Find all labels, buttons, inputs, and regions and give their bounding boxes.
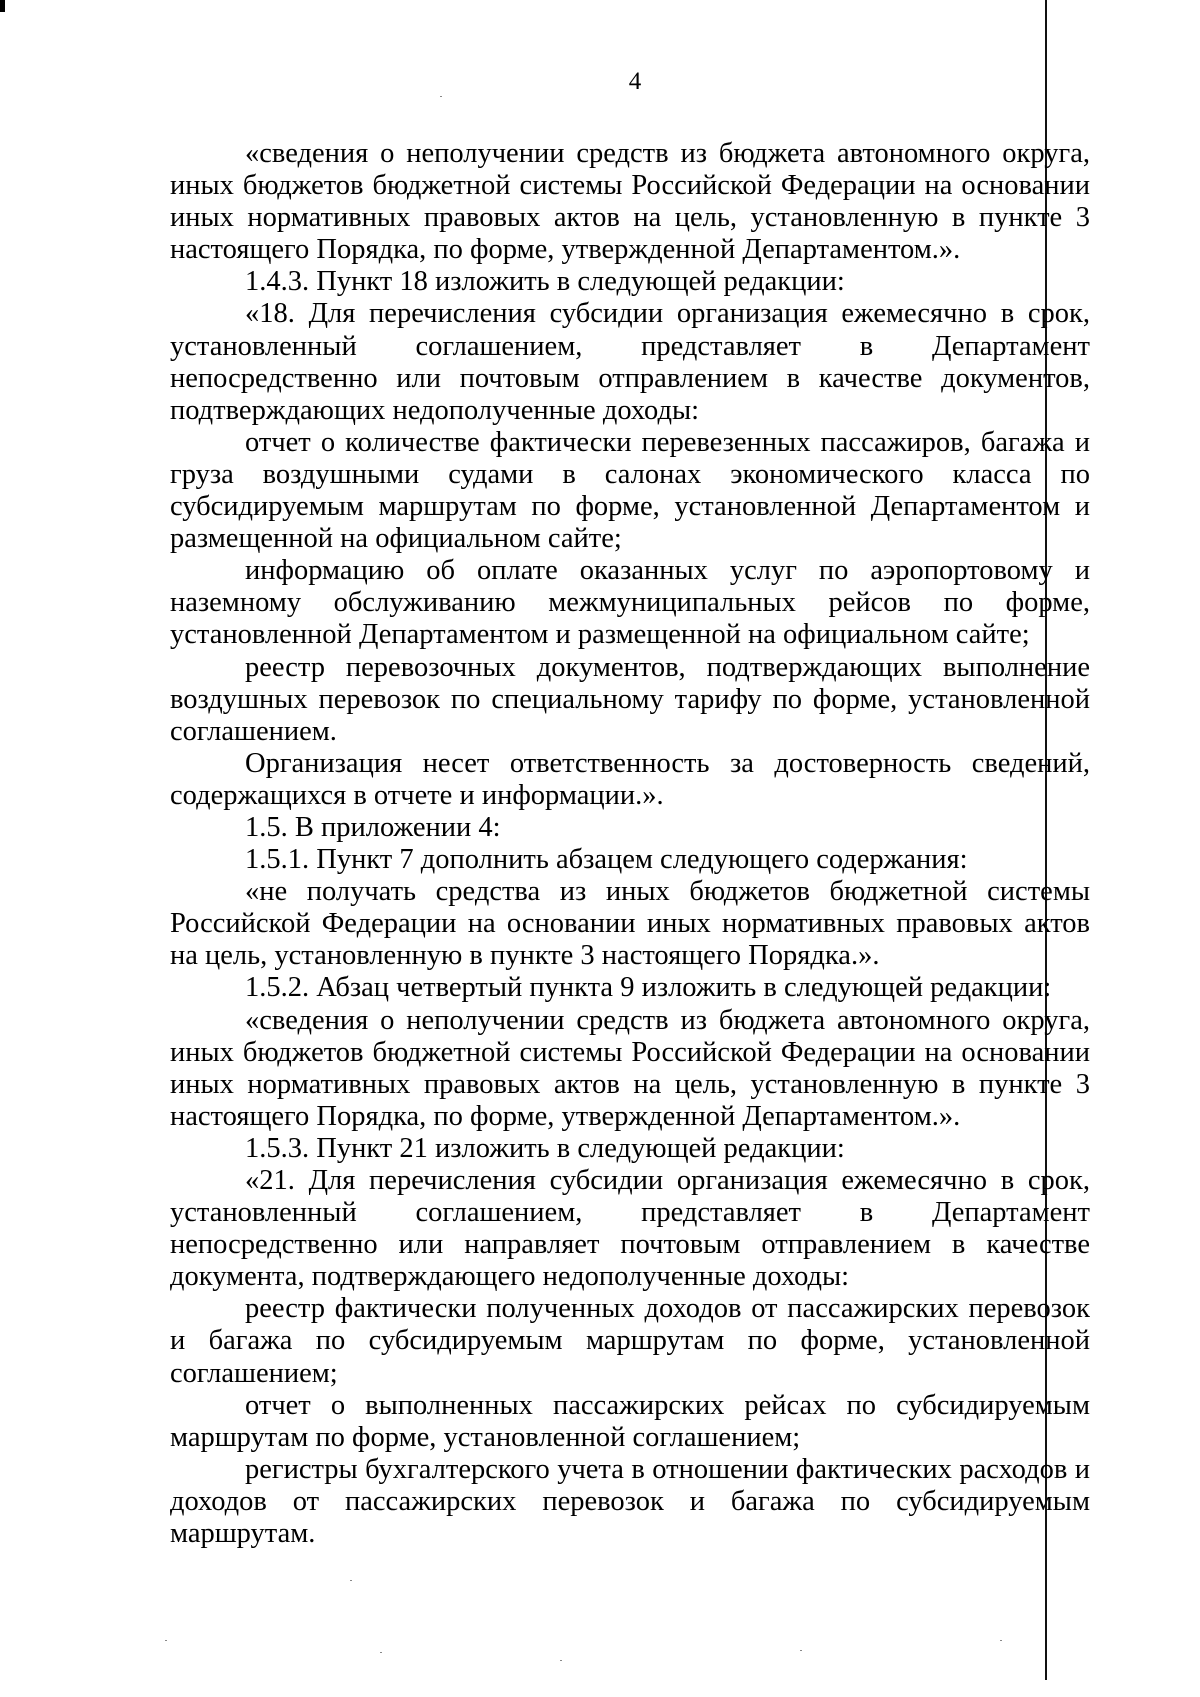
page-number: 4 (628, 68, 642, 95)
scan-speck (560, 1660, 562, 1661)
scan-speck (440, 96, 442, 97)
paragraph: 1.4.3. Пункт 18 изложить в следующей редакции: (245, 266, 845, 298)
paragraph: «сведения о неполучении средств из бюджета автономного округа, иных бюджетов бюджетной системы Российской Федерации на основании иных нормативных правовых актов на цель, установленную в пункте 3 настоящего Порядка, по форме, утвержденной Департаментом.». (170, 138, 1090, 266)
scan-speck (380, 1652, 382, 1653)
scan-corner-mark (0, 0, 5, 12)
paragraph: информацию об оплате оказанных услуг по аэропортовому и наземному обслуживанию межмуниципальных рейсов по форме, установленной Департаментом и размещенной на официальном сайте; (170, 555, 1090, 651)
paragraph: «18. Для перечисления субсидии организация ежемесячно в срок, установленный соглашением, представляет в Департамент непосредственно или почтовым отправлением в качестве документов, подтверждающих недополученные доходы: (170, 298, 1090, 426)
paragraph: реестр перевозочных документов, подтверждающих выполнение воздушных перевозок по специальному тарифу по форме, установленной соглашением. (170, 651, 1090, 747)
paragraph: регистры бухгалтерского учета в отношении фактических расходов и доходов от пассажирских перевозок и багажа по субсидируемым маршрутам. (170, 1453, 1090, 1550)
paragraph: 1.5.1. Пункт 7 дополнить абзацем следующего содержания: (245, 844, 968, 876)
paragraph: Организация несет ответственность за достоверность сведений, содержащихся в отчете и информации.». (170, 747, 1090, 811)
scan-speck (1000, 1640, 1002, 1641)
document-body (170, 138, 1090, 1550)
paragraph: отчет о выполненных пассажирских рейсах по субсидируемым маршрутам по форме, установленной соглашением; (170, 1389, 1090, 1453)
paragraph: 1.5.2. Абзац четвертый пункта 9 изложить в следующей редакции: (245, 972, 1052, 1004)
scan-speck (800, 1650, 802, 1651)
paragraph: 1.5. В приложении 4: (245, 811, 501, 843)
paragraph: 1.5.3. Пункт 21 изложить в следующей редакции: (245, 1132, 845, 1164)
paragraph: «не получать средства из иных бюджетов бюджетной системы Российской Федерации на основании иных нормативных правовых актов на цель, установленную в пункте 3 настоящего Порядка.». (170, 876, 1090, 972)
paragraph: «сведения о неполучении средств из бюджета автономного округа, иных бюджетов бюджетной системы Российской Федерации на основании иных нормативных правовых актов на цель, установленную в пункте 3 настоящего Порядка, по форме, утвержденной Департаментом.». (170, 1004, 1090, 1132)
scan-speck (165, 1640, 167, 1641)
scan-speck (350, 1580, 352, 1581)
paragraph: отчет о количестве фактически перевезенных пассажиров, багажа и груза воздушными судами в салонах экономического класса по субсидируемым маршрутам по форме, установленной Департаментом и размещенной на официальном сайте; (170, 426, 1090, 555)
paragraph: «21. Для перечисления субсидии организация ежемесячно в срок, установленный соглашением, представляет в Департамент непосредственно или направляет почтовым отправлением в качестве документа, подтверждающего недополученные доходы: (170, 1165, 1090, 1293)
paragraph: реестр фактически полученных доходов от пассажирских перевозок и багажа по субсидируемым маршрутам по форме, установленной соглашением; (170, 1293, 1090, 1389)
